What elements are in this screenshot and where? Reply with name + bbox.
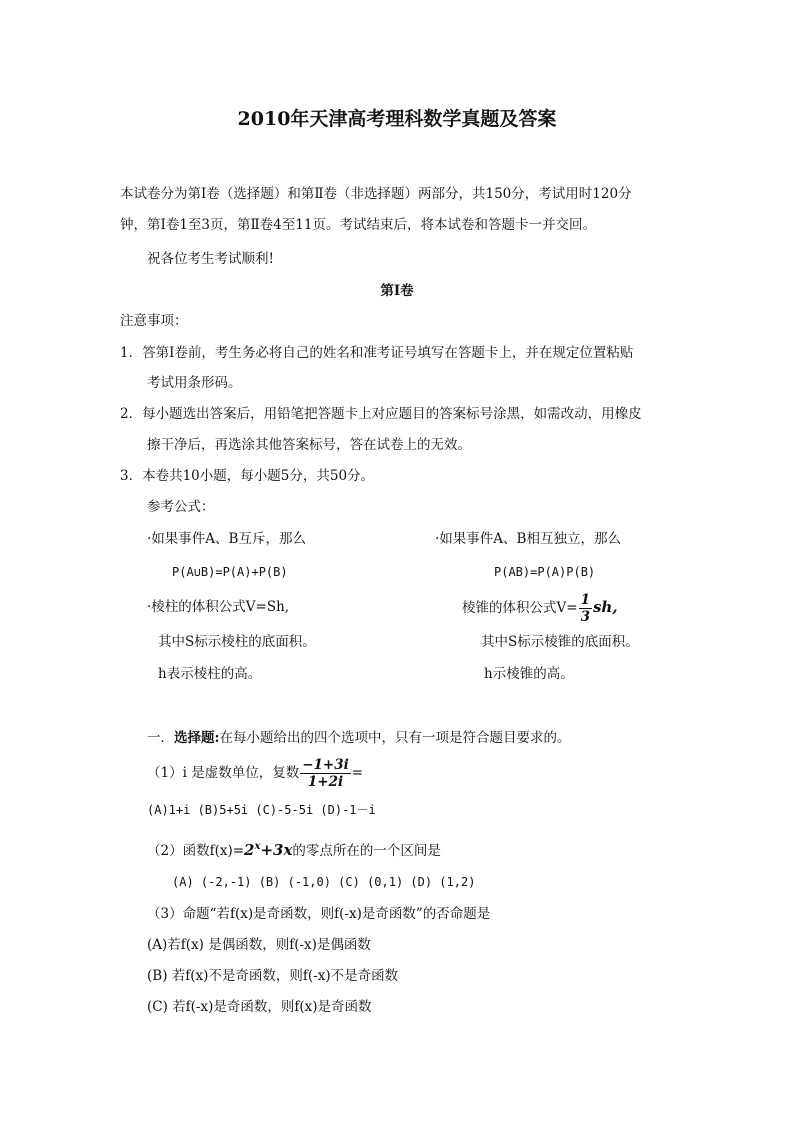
part1-heading bbox=[147, 729, 570, 747]
q2-math bbox=[244, 841, 292, 859]
note-item-1-line-2: 考试用条形码。 bbox=[147, 375, 242, 391]
formula-left-3: ·棱柱的体积公式V=Sh, bbox=[147, 599, 290, 615]
q1-fraction-numerator: −1+3i bbox=[302, 757, 349, 773]
note-item-2-line-2: 擦干净后，再选涂其他答案标号，答在试卷上的无效。 bbox=[147, 437, 471, 453]
question-1-stem bbox=[147, 755, 363, 791]
formula-right-4: 其中S标示棱锥的底面积。 bbox=[481, 634, 639, 650]
q2-math-base: 2 bbox=[244, 841, 255, 859]
question-1-options: (A)1+i (B)5+5i (C)-5-5i (D)-1－i bbox=[147, 803, 376, 817]
fraction-denominator: 3 bbox=[580, 609, 590, 625]
formula-right-5: h示棱锥的高。 bbox=[484, 666, 574, 682]
formula-left-5: h表示棱柱的高。 bbox=[158, 666, 262, 682]
note-item-3: 3．本卷共10小题，每小题5分，共50分。 bbox=[120, 468, 375, 484]
q2-math-exponent: x bbox=[254, 841, 261, 852]
formula-right-2: P(AB)=P(A)P(B) bbox=[494, 565, 596, 579]
q1-fraction-denominator: 1+2i bbox=[307, 774, 344, 790]
question-3-option-b: (B) 若f(x)不是奇函数，则f(-x)不是奇函数 bbox=[147, 968, 399, 984]
q2-math-rest: +3x bbox=[260, 841, 293, 859]
formula-left-1: ·如果事件A、B互斥，那么 bbox=[147, 531, 306, 547]
page-title: 2010年天津高考理科数学真题及答案 bbox=[237, 108, 557, 130]
notes-heading: 注意事项： bbox=[120, 313, 188, 329]
formula-right-3 bbox=[462, 590, 618, 625]
q2-stem-suffix: 的零点所在的一个区间是 bbox=[292, 843, 441, 859]
question-3-stem: （3）命题“若f(x)是奇函数，则f(-x)是奇函数”的否命题是 bbox=[147, 906, 491, 922]
intro-line-2: 钟，第Ⅰ卷1至3页，第Ⅱ卷4至11页。考试结束后，将本试卷和答题卡一并交回。 bbox=[120, 217, 596, 233]
wish-text: 祝各位考生考试顺利! bbox=[147, 251, 274, 267]
one-third-fraction bbox=[579, 592, 592, 625]
part1-heading-rest: 在每小题给出的四个选项中，只有一项是符合题目要求的。 bbox=[219, 730, 571, 746]
q2-stem-prefix: （2）函数f(x)= bbox=[147, 843, 245, 859]
note-item-1-line-1: 1．答第Ⅰ卷前，考生务必将自己的姓名和准考证号填写在答题卡上，并在规定位置粘贴 bbox=[120, 345, 634, 361]
q1-fraction bbox=[300, 757, 351, 790]
q1-stem-suffix: = bbox=[351, 765, 364, 781]
section-heading: 第Ⅰ卷 bbox=[380, 283, 414, 299]
question-3-option-a: (A)若f(x) 是偶函数，则f(-x)是偶函数 bbox=[147, 937, 371, 953]
formula-left-4: 其中S标示棱柱的底面积。 bbox=[158, 634, 316, 650]
fraction-numerator: 1 bbox=[580, 592, 590, 608]
q1-stem-prefix: （1）i 是虚数单位，复数 bbox=[147, 765, 300, 781]
note-item-2-line-1: 2．每小题选出答案后，用铅笔把答题卡上对应题目的答案标号涂黑，如需改动，用橡皮 bbox=[120, 406, 642, 422]
part1-heading-prefix: 一． bbox=[147, 730, 174, 746]
question-2-options: (A) (-2,-1) (B) (-1,0) (C) (0,1) (D) (1,2) bbox=[172, 875, 476, 889]
formula-right-1: ·如果事件A、B相互独立，那么 bbox=[435, 531, 621, 547]
question-2-stem bbox=[147, 838, 441, 860]
formula-right-3-prefix: 棱锥的体积公式V= bbox=[462, 600, 578, 616]
formula-left-2: P(A∪B)=P(A)+P(B) bbox=[172, 565, 288, 579]
question-3-option-c: (C) 若f(-x)是奇函数，则f(x)是奇函数 bbox=[147, 999, 372, 1015]
formula-right-3-suffix: sh, bbox=[592, 598, 618, 616]
part1-heading-bold: 选择题: bbox=[174, 730, 220, 746]
formulas-label: 参考公式： bbox=[147, 499, 215, 515]
intro-line-1: 本试卷分为第Ⅰ卷（选择题）和第Ⅱ卷（非选择题）两部分，共150分，考试用时120分 bbox=[120, 186, 632, 202]
